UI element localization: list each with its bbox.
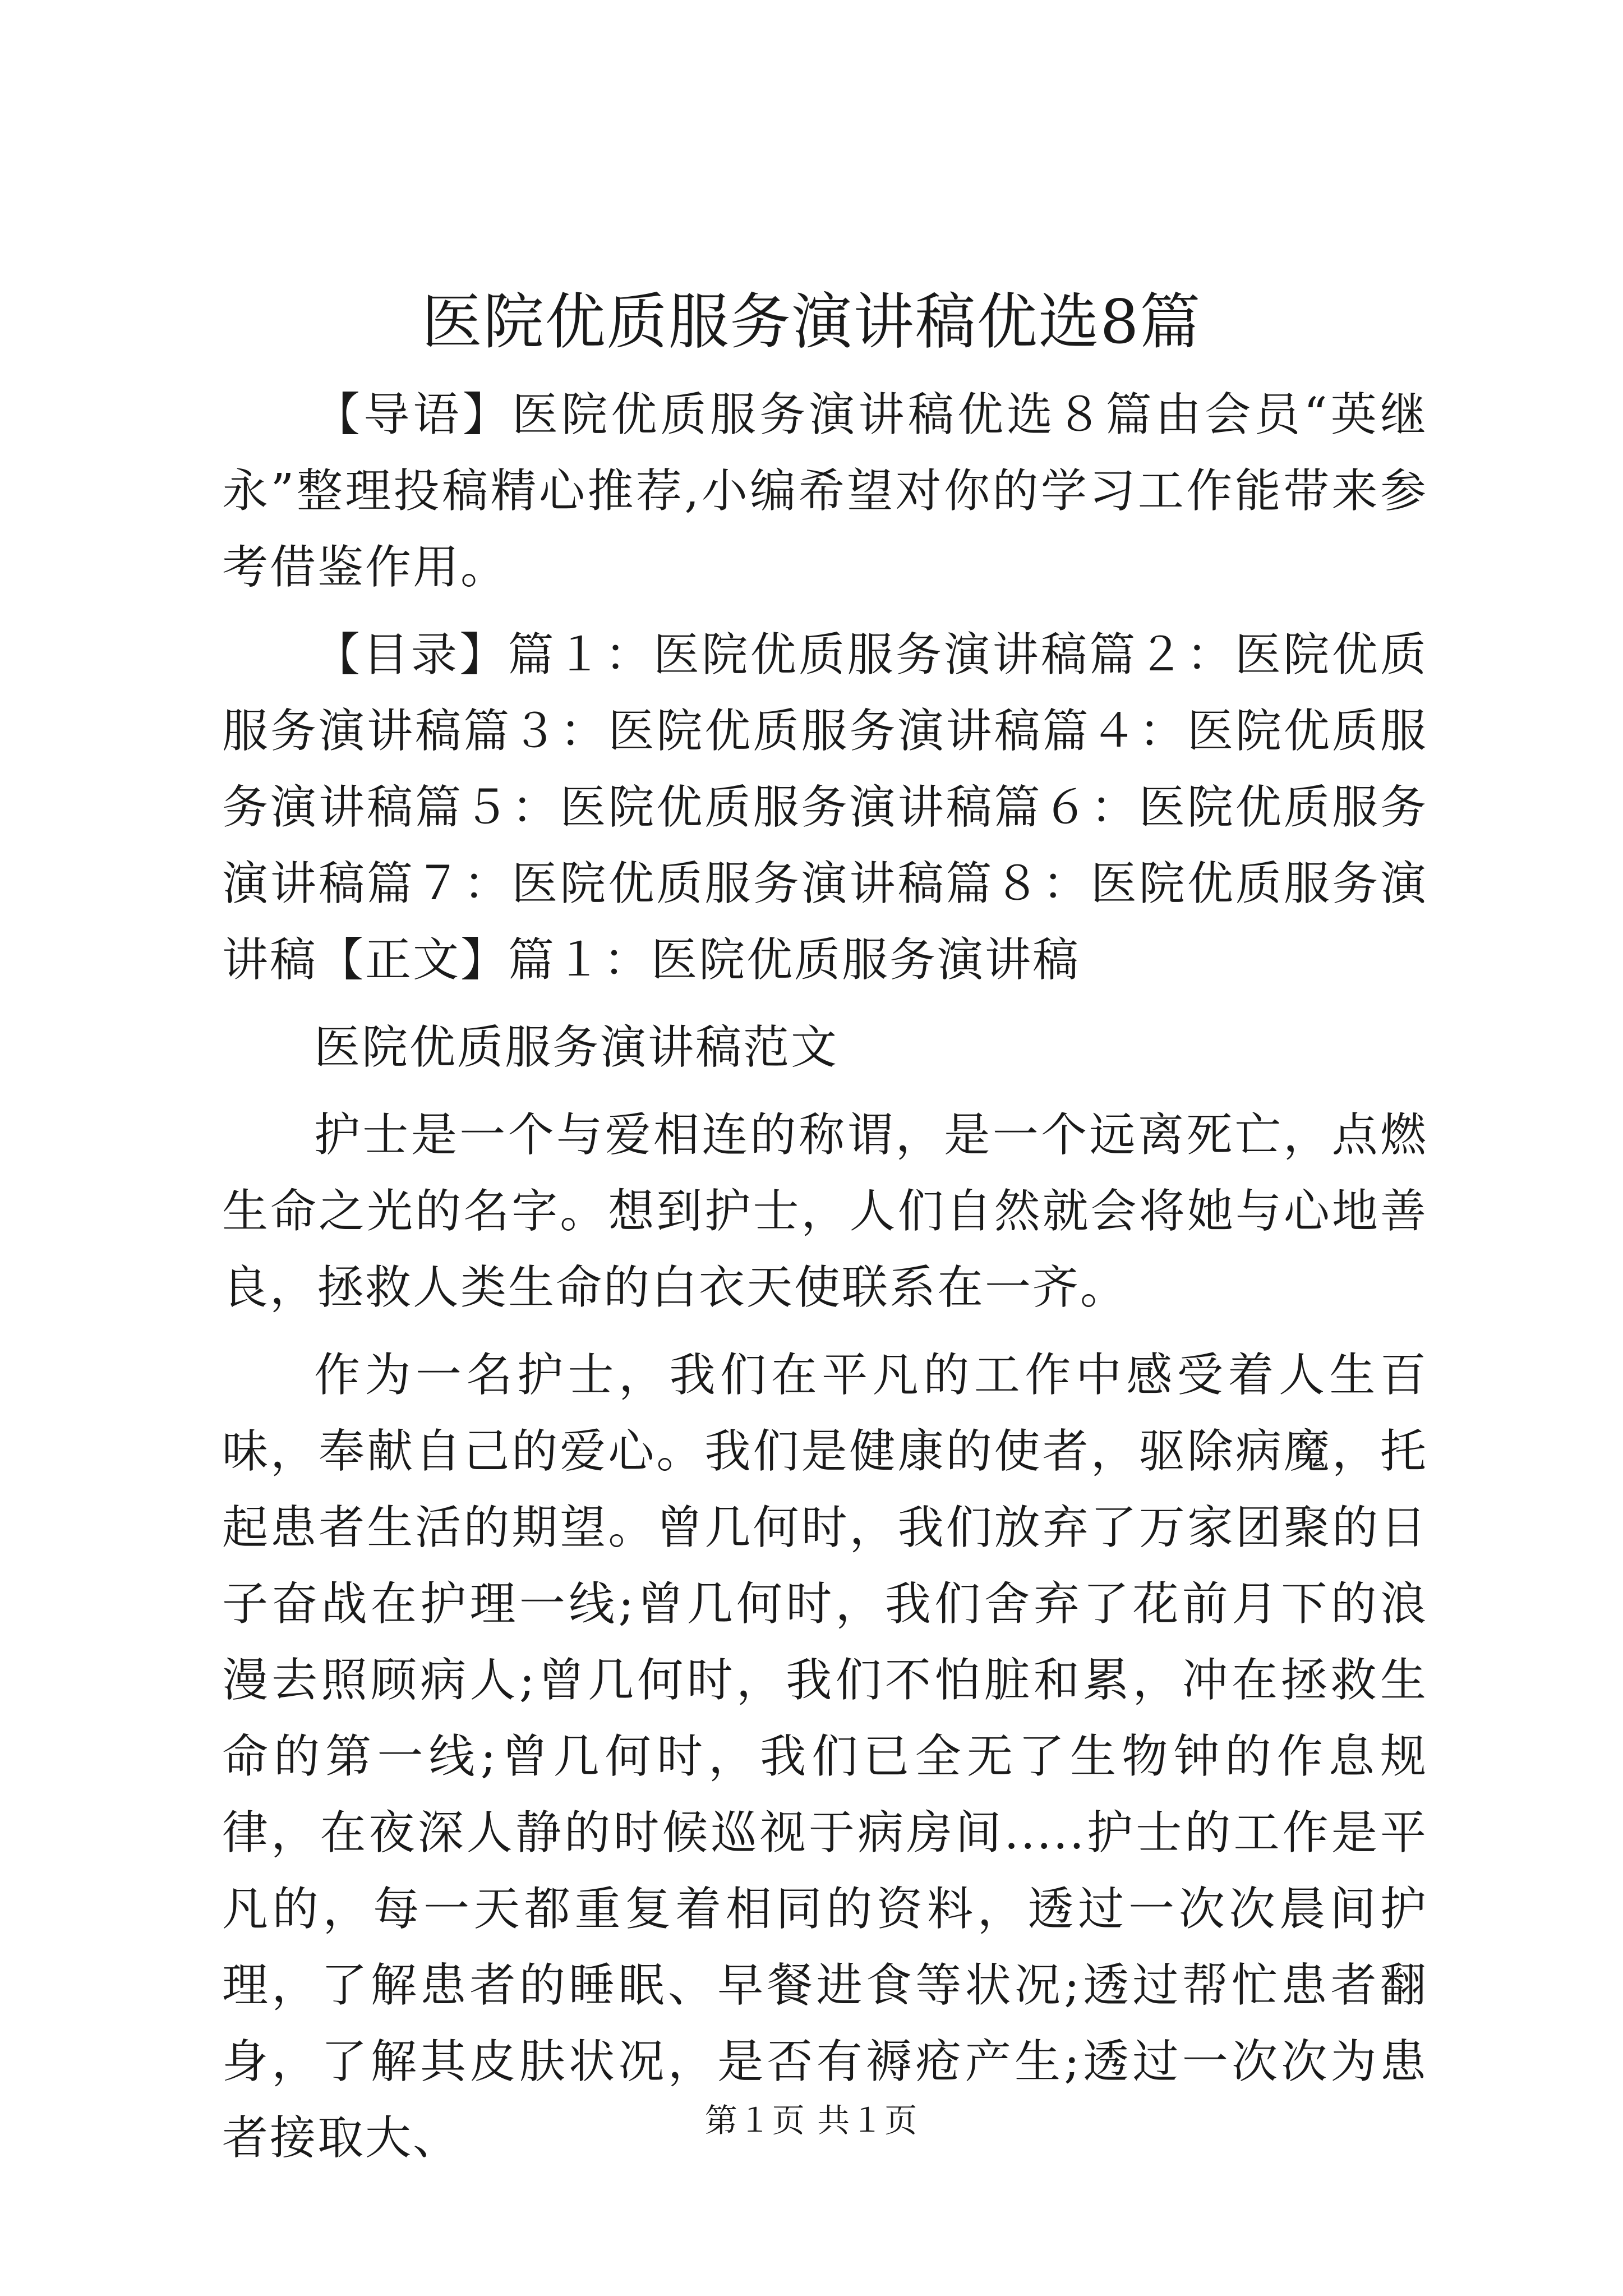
intro-paragraph: 【导语】医院优质服务演讲稿优选８篇由会员“英继永”整理投稿精心推荐,小编希望对你的学习工作能带来参考借鉴作用。 (222, 388, 1428, 594)
contents-paragraph: 【目录】篇１：医院优质服务演讲稿篇２：医院优质服务演讲稿篇３：医院优质服务演讲稿篇４：医院优质服务演讲稿篇５：医院优质服务演讲稿篇６：医院优质服务演讲稿篇７：医院优质服务演讲稿篇８：医院优质服务演讲稿【正文】篇１：医院优质服务演讲稿 (222, 628, 1428, 987)
page-footer: 第１页 共１页 (704, 2101, 919, 2139)
document-title: 医院优质服务演讲稿优选8篇 (421, 287, 1202, 357)
section-heading: 医院优质服务演讲稿范文 (314, 1021, 839, 1074)
body-paragraph: 护士是一个与爱相连的称谓，是一个远离死亡，点燃生命之光的名字。想到护士，人们自然就会将她与心地善良，拯救人类生命的白衣天使联系在一齐。 (222, 1108, 1428, 1314)
document-body (222, 377, 1428, 2177)
body-paragraph: 作为一名护士，我们在平凡的工作中感受着人生百味，奉献自己的爱心。我们是健康的使者，驱除病魔，托起患者生活的期望。曾几何时，我们放弃了万家团聚的日子奋战在护理一线;曾几何时，我们舍弃了花前月下的浪漫去照顾病人;曾几何时，我们不怕脏和累，冲在拯救生命的第一线;曾几何时，我们已全无了生物钟的作息规律，在夜深人静的时候巡视于病房间.....护士的工作是平凡的，每一天都重复着相同的资料，透过一次次晨间护理，了解患者的睡眠、早餐进食等状况;透过帮忙患者翻身，了解其皮肤状况，是否有褥疮产生;透过一次次为患者接取大、 (222, 1349, 1428, 2165)
